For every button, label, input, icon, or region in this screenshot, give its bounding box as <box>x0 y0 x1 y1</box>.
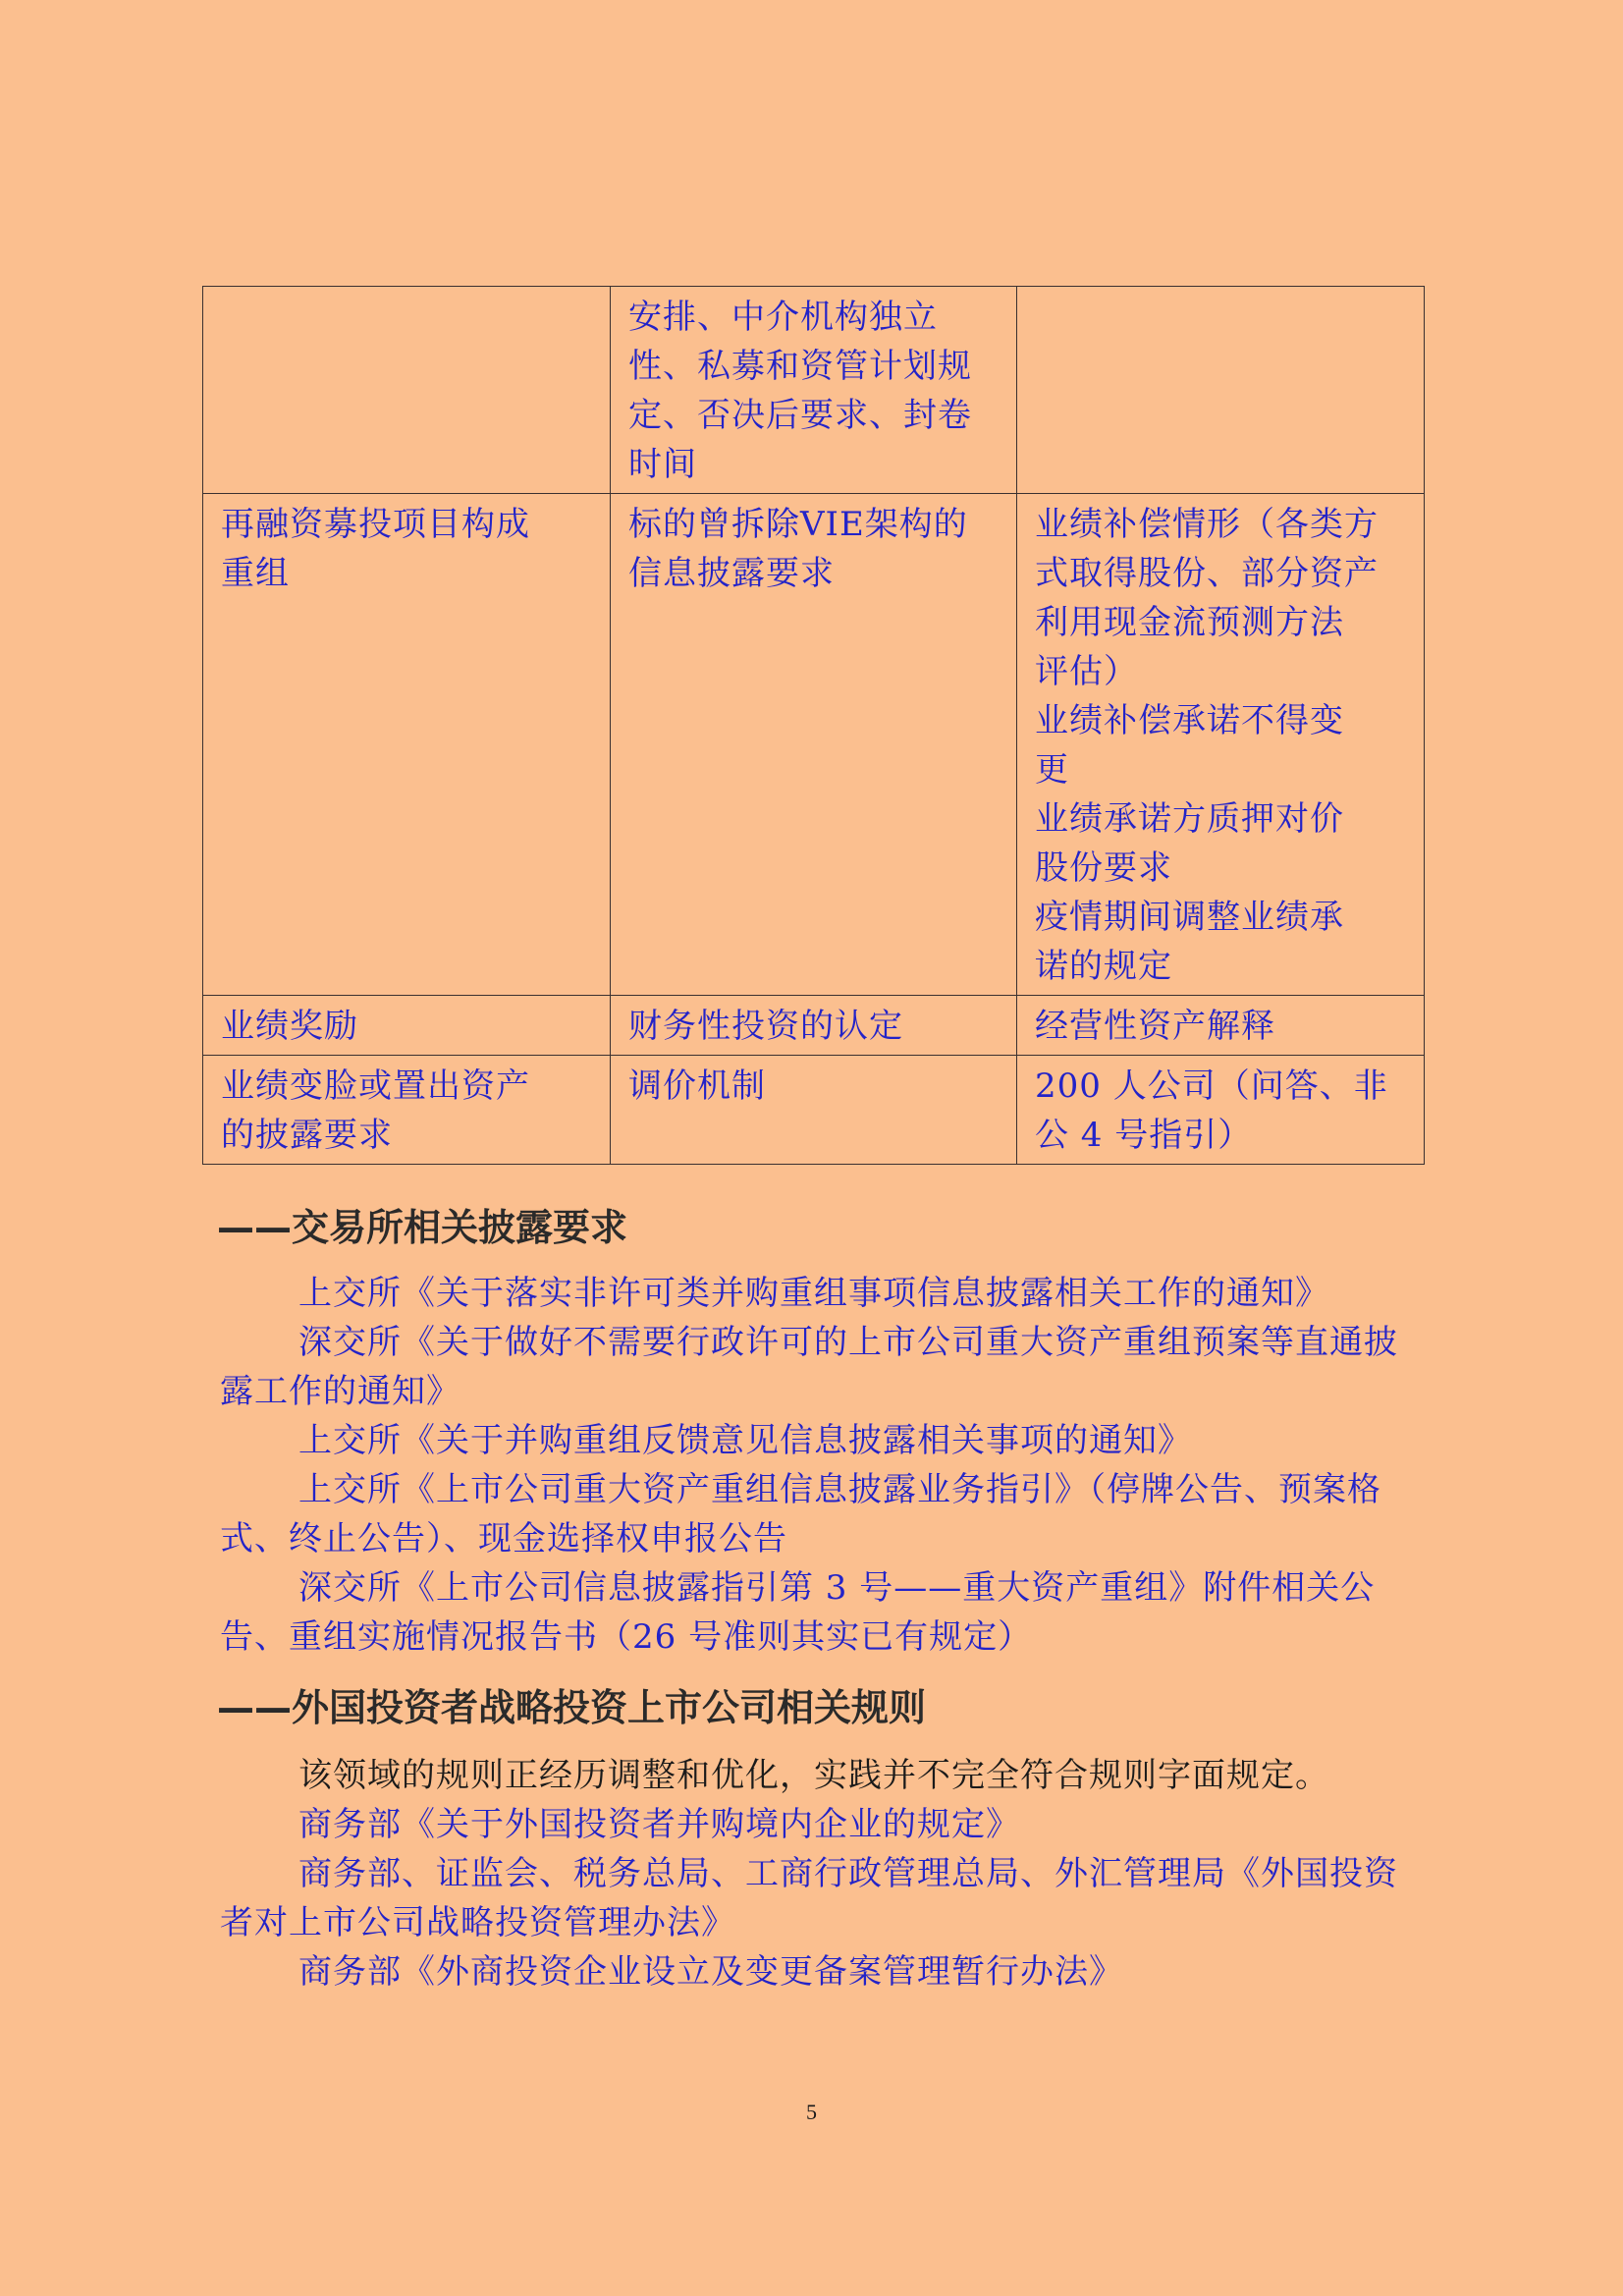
table-cell <box>611 996 1017 1056</box>
cell-text: 疫情期间调整业绩承 <box>1035 898 1344 937</box>
table-cell <box>203 996 611 1056</box>
cell-text: 财务性投资的认定 <box>628 1007 903 1046</box>
paragraph: 上交所《关于并购重组反馈意见信息披露相关事项的通知》 <box>298 1421 1192 1460</box>
paragraph: 商务部《关于外国投资者并购境内企业的规定》 <box>298 1805 1020 1844</box>
cell-text: 业绩奖励 <box>221 1007 358 1046</box>
cell-text: 业绩变脸或置出资产 <box>221 1066 530 1106</box>
cell-text: 再融资募投项目构成 <box>221 505 530 544</box>
table-cell <box>1017 996 1425 1056</box>
table-row <box>203 494 1425 996</box>
table-cell <box>611 287 1017 494</box>
cell-text: 定、否决后要求、封卷 <box>628 396 972 435</box>
cell-text: 更 <box>1035 750 1069 790</box>
rules-table <box>202 286 1425 1165</box>
cell-text: 经营性资产解释 <box>1035 1007 1275 1046</box>
table-cell <box>611 1056 1017 1165</box>
cell-text: 标的曾拆除VIE架构的 <box>628 505 968 544</box>
cell-text: 业绩补偿承诺不得变 <box>1035 701 1344 740</box>
paragraph: 商务部、证监会、税务总局、工商行政管理总局、外汇管理局《外国投资者对上市公司战略投资管理办法》 <box>220 1854 1398 1942</box>
intro-paragraph: 该领域的规则正经历调整和优化，实践并不完全符合规则字面规定。 <box>298 1756 1329 1795</box>
table-cell <box>203 1056 611 1165</box>
cell-text: 业绩承诺方质押对价 <box>1035 799 1344 839</box>
table-row <box>203 1056 1425 1165</box>
cell-text: 性、私募和资管计划规 <box>628 347 972 386</box>
cell-text: 业绩补偿情形（各类方 <box>1035 505 1379 544</box>
table-cell <box>611 494 1017 996</box>
section-heading-foreign-investors: ——外国投资者战略投资上市公司相关规则 <box>217 1686 927 1729</box>
table-cell <box>1017 1056 1425 1165</box>
table-cell <box>203 287 611 494</box>
paragraph: 上交所《上市公司重大资产重组信息披露业务指引》（停牌公告、预案格式、终止公告）、现金选择权申报公告 <box>220 1470 1381 1558</box>
cell-text: 信息披露要求 <box>628 554 835 593</box>
section-heading-exchange: ——交易所相关披露要求 <box>217 1206 628 1249</box>
table-row <box>203 287 1425 494</box>
cell-text: 诺的规定 <box>1035 947 1172 986</box>
cell-text: 公 4 号指引） <box>1035 1116 1253 1155</box>
paragraph: 商务部《外商投资企业设立及变更备案管理暂行办法》 <box>298 1952 1123 1992</box>
paragraph: 深交所《关于做好不需要行政许可的上市公司重大资产重组预案等直通披露工作的通知》 <box>220 1323 1398 1411</box>
cell-text: 评估） <box>1035 652 1138 691</box>
paragraph: 上交所《关于落实非许可类并购重组事项信息披露相关工作的通知》 <box>298 1274 1329 1313</box>
cell-text: 的披露要求 <box>221 1116 393 1155</box>
cell-text: 式取得股份、部分资产 <box>1035 554 1379 593</box>
cell-text: 重组 <box>221 554 290 593</box>
cell-text: 股份要求 <box>1035 848 1172 888</box>
cell-text: 调价机制 <box>628 1066 766 1106</box>
cell-text: 利用现金流预测方法 <box>1035 603 1344 642</box>
page-number: 5 <box>806 2100 817 2124</box>
cell-text: 200 人公司（问答、非 <box>1035 1066 1388 1106</box>
cell-text: 时间 <box>628 445 697 484</box>
table-cell <box>203 494 611 996</box>
table-cell <box>1017 494 1425 996</box>
table-cell <box>1017 287 1425 494</box>
paragraph: 深交所《上市公司信息披露指引第 3 号——重大资产重组》附件相关公告、重组实施情况报告书（26 号准则其实已有规定） <box>220 1568 1376 1657</box>
table-row <box>203 996 1425 1056</box>
cell-text: 安排、中介机构独立 <box>628 298 938 337</box>
